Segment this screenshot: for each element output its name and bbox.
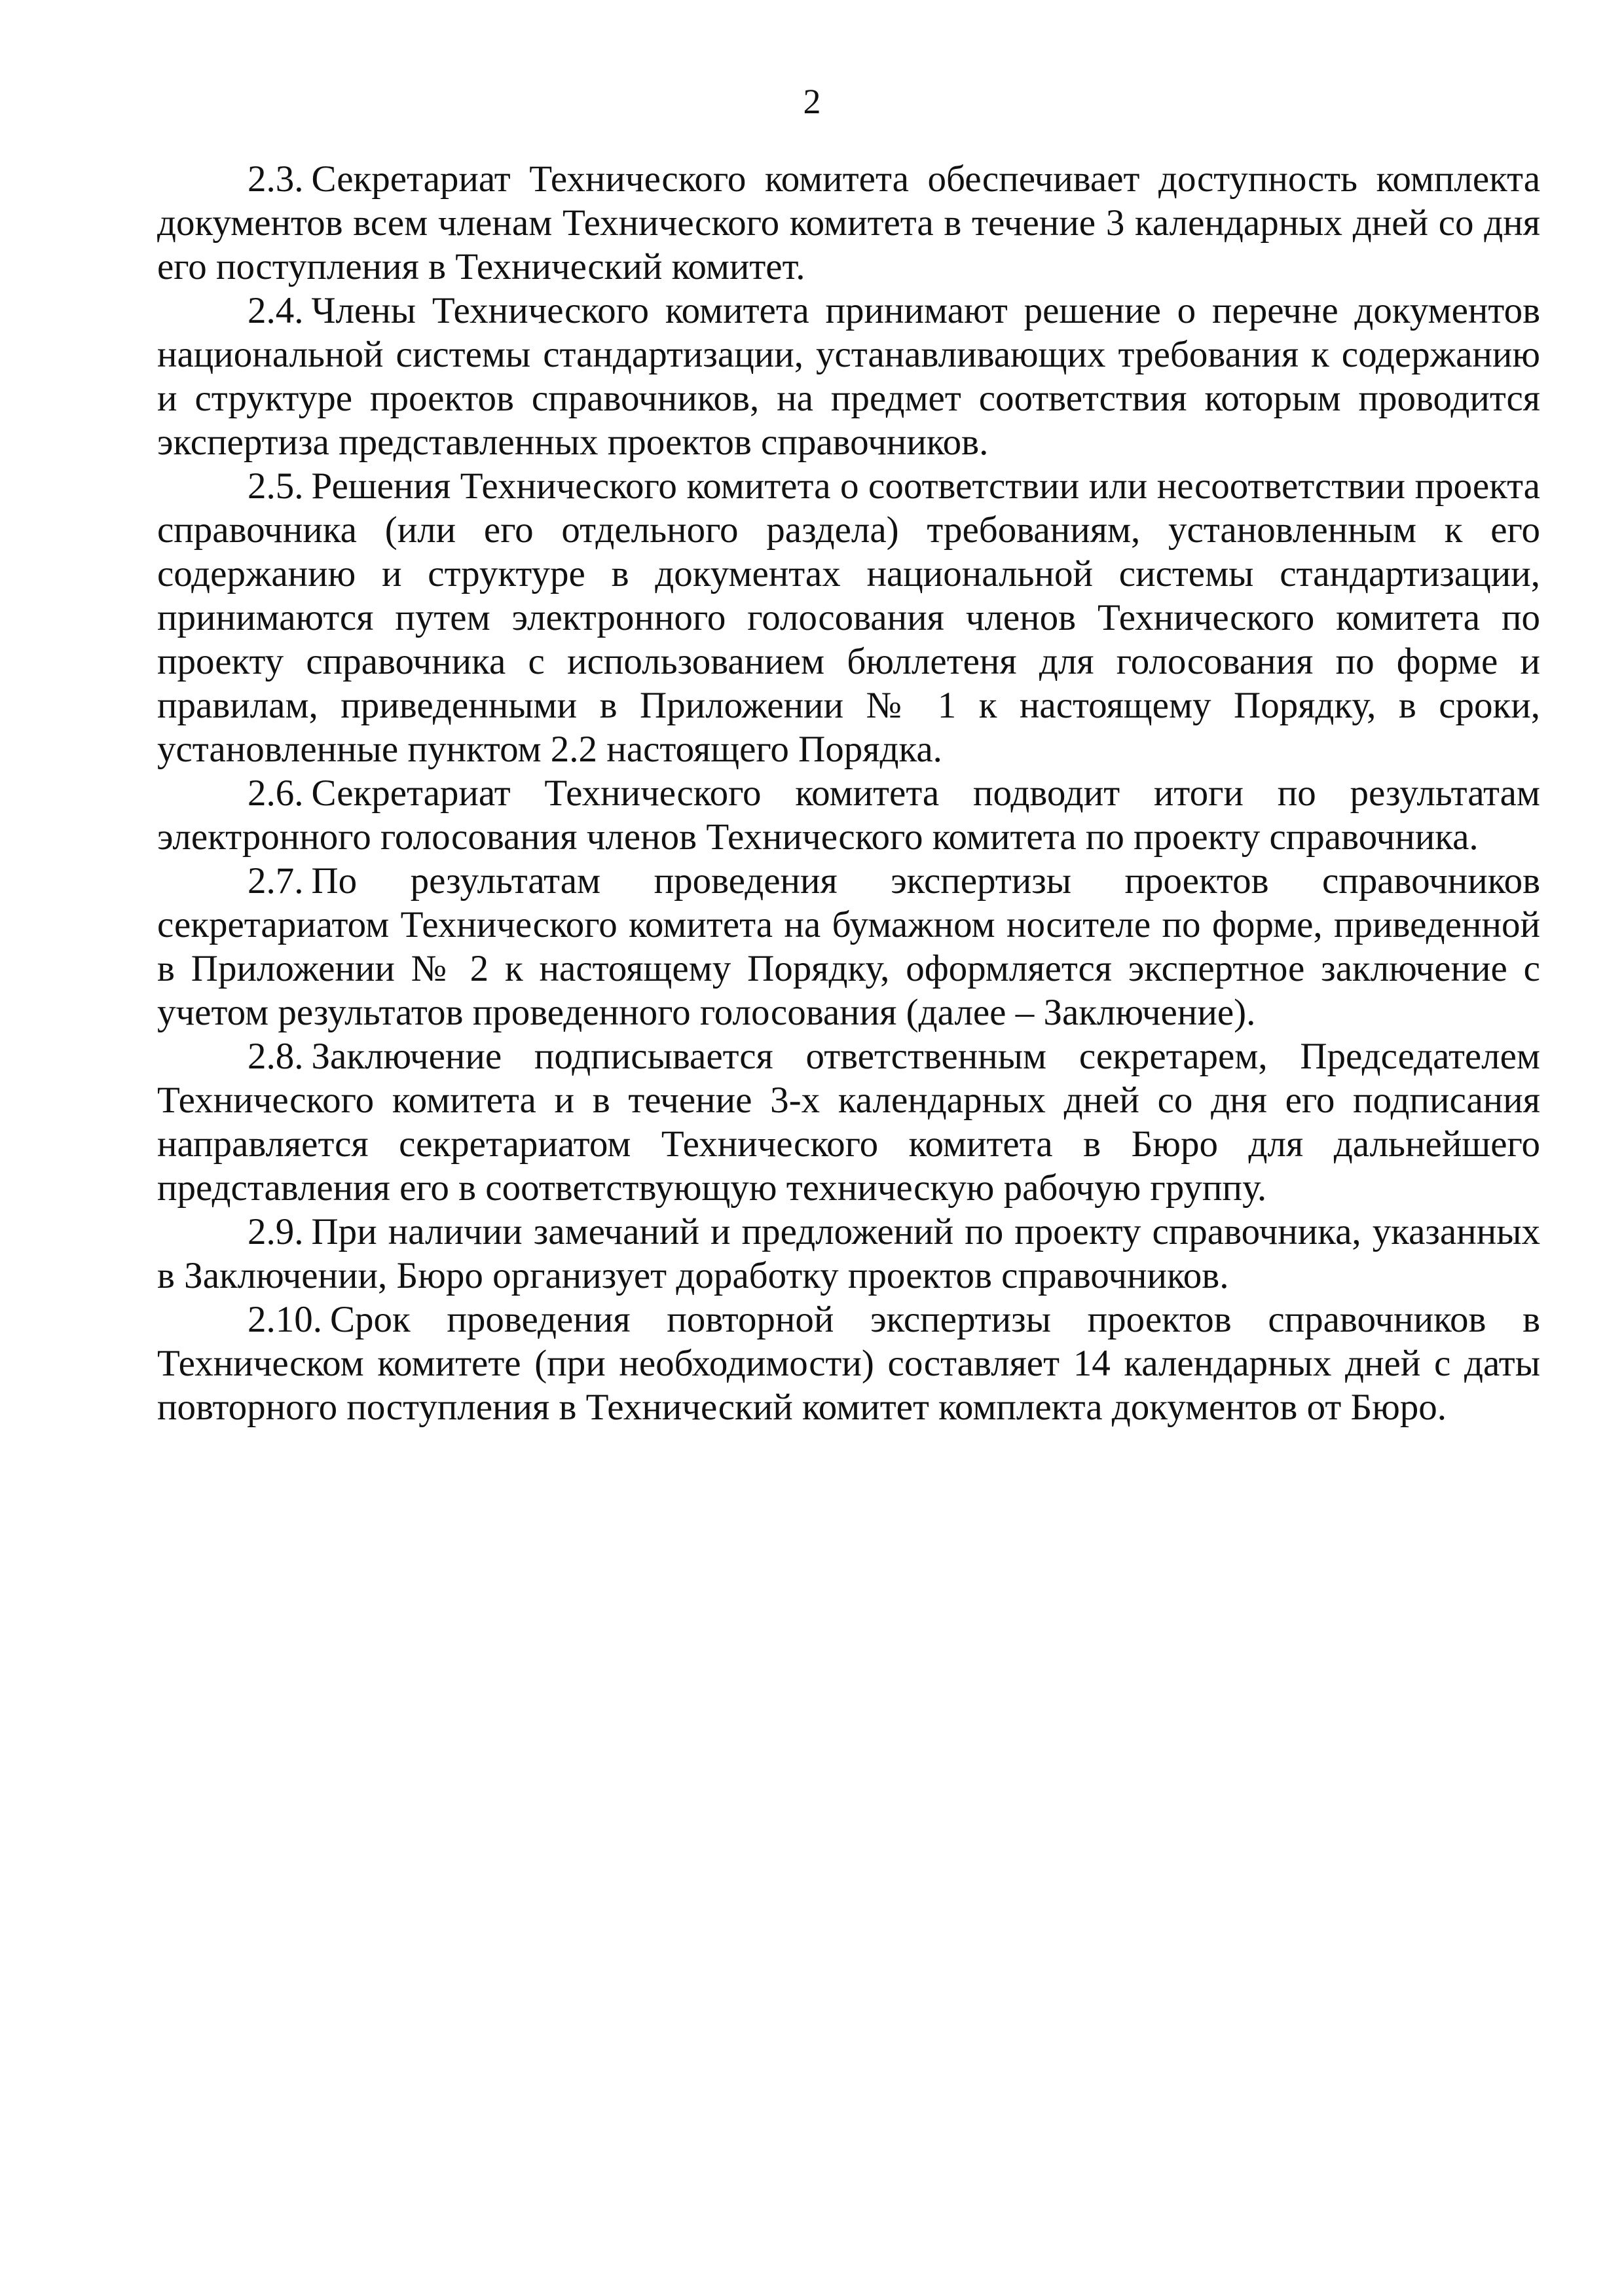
paragraph-number: 2.8.: [248, 1036, 304, 1077]
paragraph-text: При наличии замечаний и предложений по проекту справочника, указанных в Заключении, Бюро организует доработку проектов справочников.: [157, 1211, 1540, 1296]
paragraph-text: Срок проведения повторной экспертизы проектов справочников в Техническом комитете (при необходимости) составляет 14 календарных дней с даты повторного поступления в Технический комитет комплекта документов от Бюро.: [157, 1299, 1540, 1428]
paragraph-2-3: [157, 157, 1540, 289]
paragraph-2-7: [157, 859, 1540, 1034]
paragraph-2-8: [157, 1034, 1540, 1210]
document-body: [157, 157, 1540, 1429]
paragraph-2-9: [157, 1210, 1540, 1298]
paragraph-number: 2.5.: [248, 465, 304, 507]
paragraph-text: Секретариат Технического комитета обеспечивает доступность комплекта документов всем членам Технического комитета в течение 3 календарных дней со дня его поступления в Технический комитет.: [157, 158, 1540, 287]
page-number: 2: [803, 82, 821, 121]
paragraph-text: По результатам проведения экспертизы проектов справочников секретариатом Технического комитета на бумажном носителе по форме, приведенной в Приложении № 2 к настоящему Порядку, оформляется экспертное заключение с учетом результатов проведенного голосования (далее – Заключение).: [157, 860, 1540, 1033]
paragraph-number: 2.4.: [248, 290, 304, 331]
paragraph-text: Решения Технического комитета о соответствии или несоответствии проекта справочника (или его отдельного раздела) требованиям, установленным к его содержанию и структуре в документах национальной системы стандартизации, принимаются путем электронного голосования членов Технического комитета по проекту справочника с использованием бюллетеня для голосования по форме и правилам, приведенными в Приложении № 1 к настоящему Порядку, в сроки, установленные пунктом 2.2 настоящего Порядка.: [157, 465, 1540, 770]
paragraph-2-5: [157, 464, 1540, 771]
paragraph-2-4: [157, 289, 1540, 464]
paragraph-2-10: [157, 1298, 1540, 1429]
paragraph-number: 2.6.: [248, 773, 304, 814]
paragraph-text: Заключение подписывается ответственным секретарем, Председателем Технического комитета и в течение 3-х календарных дней со дня его подписания направляется секретариатом Технического комитета в Бюро для дальнейшего представления его в соответствующую техническую рабочую группу.: [157, 1036, 1540, 1209]
paragraph-number: 2.7.: [248, 860, 304, 902]
paragraph-text: Члены Технического комитета принимают решение о перечне документов национальной системы стандартизации, устанавливающих требования к содержанию и структуре проектов справочников, на предмет соответствия которым проводится экспертиза представленных проектов справочников.: [157, 290, 1540, 463]
paragraph-2-6: [157, 771, 1540, 859]
paragraph-text: Секретариат Технического комитета подводит итоги по результатам электронного голосования членов Технического комитета по проекту справочника.: [157, 773, 1540, 858]
paragraph-number: 2.9.: [248, 1211, 304, 1252]
paragraph-number: 2.3.: [248, 158, 304, 200]
paragraph-number: 2.10.: [248, 1299, 322, 1340]
